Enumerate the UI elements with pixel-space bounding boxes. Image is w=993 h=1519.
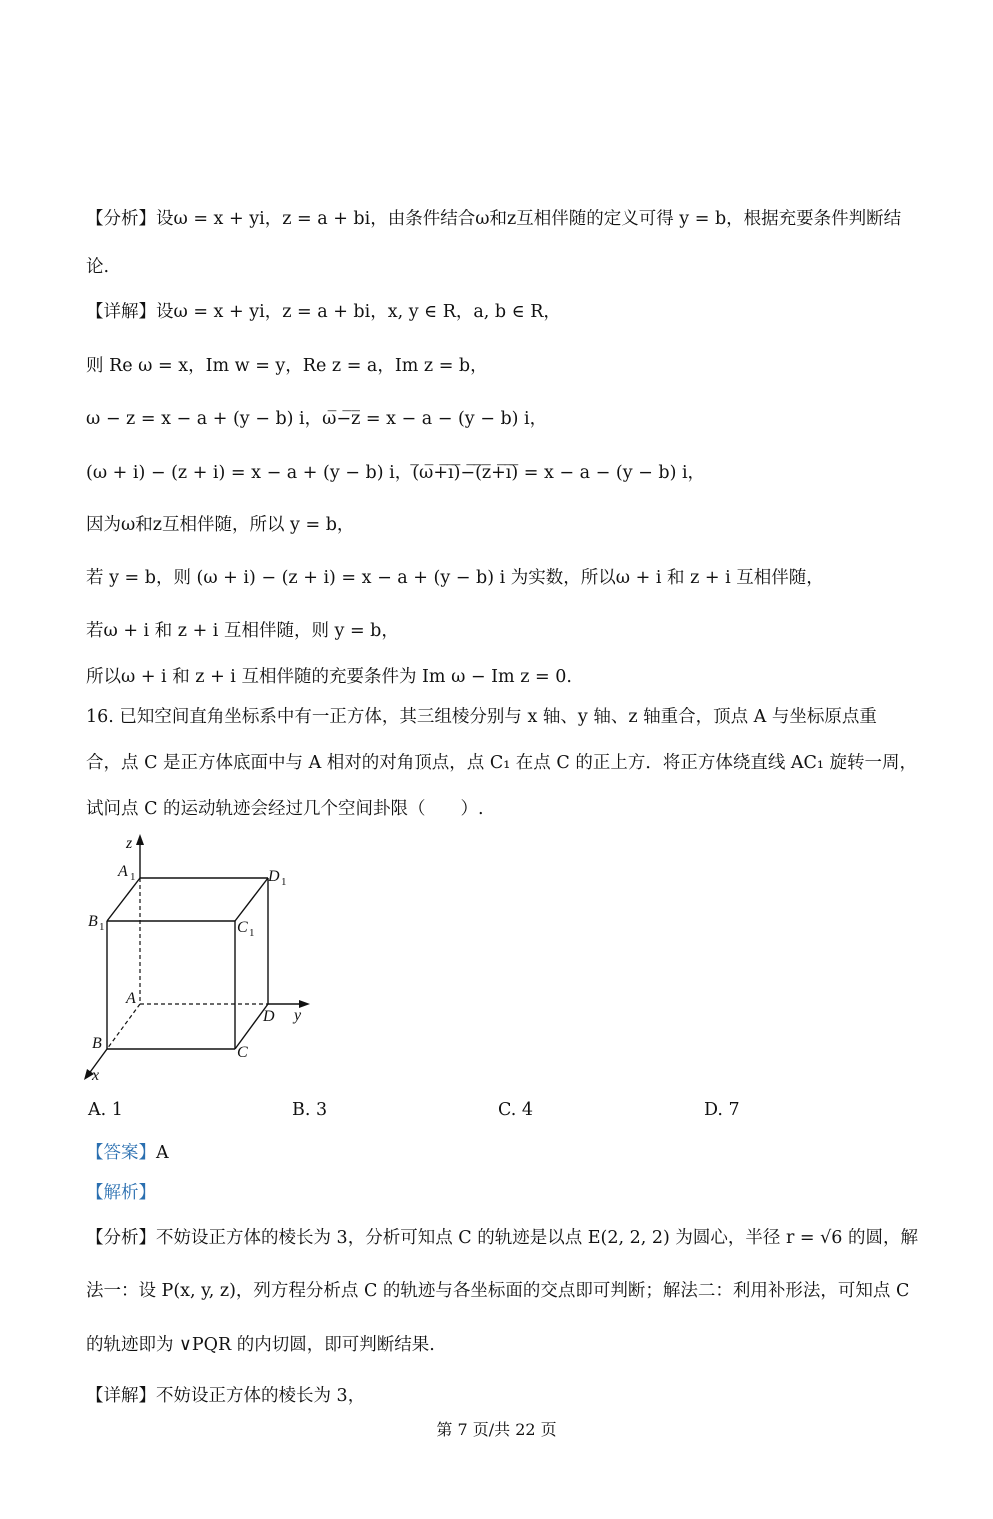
answer-tag: 【答案】 (86, 1143, 156, 1163)
label-B1-sub: 1 (99, 921, 105, 933)
text-line-2: 论. (86, 257, 110, 277)
hidden-edge-AB (107, 1004, 140, 1049)
text-line-10: 所以ω + i 和 z + i 互相伴随的充要条件为 Im ω − Im z = 0. (86, 667, 572, 687)
page-footer: 第 7 页/共 22 页 (436, 1420, 557, 1439)
text-line-5: ω − z = x − a + (y − b) i，ω̅−̅z̅ = x − a − (y − b) i， (86, 409, 548, 429)
question-line-1: 16. 已知空间直角坐标系中有一正方体，其三组棱分别与 x 轴、y 轴、z 轴重合，顶点 A 与坐标原点重 (86, 707, 877, 727)
label-C1-sub: 1 (249, 927, 255, 939)
label-y: y (294, 1007, 302, 1024)
label-C1: C (237, 919, 248, 936)
z-arrow-icon (136, 834, 144, 845)
option-d: D. 7 (704, 1100, 740, 1120)
label-B1: B (88, 913, 98, 930)
question-line-3: 试问点 C 的运动轨迹会经过几个空间卦限（ ）. (86, 799, 484, 819)
text-line-8: 若 y = b，则 (ω + i) − (z + i) = x − a + (y − b) i 为实数，所以ω + i 和 z + i 互相伴随， (86, 568, 824, 588)
answer-value: A (156, 1143, 169, 1163)
analysis-line-1: 【分析】不妨设正方体的棱长为 3，分析可知点 C 的轨迹是以点 E(2, 2, 2) 为圆心，半径 r = √6 的圆，解 (86, 1228, 918, 1248)
detail-line-1: 【详解】不妨设正方体的棱长为 3， (86, 1386, 366, 1406)
answer-line (86, 1141, 169, 1165)
analysis-tag: 【解析】 (86, 1183, 156, 1203)
label-C: C (237, 1044, 248, 1061)
text-line-7: 因为ω和z互相伴随，所以 y = b， (86, 515, 355, 535)
label-z: z (126, 835, 133, 852)
text-line-3: 【详解】设ω = x + yi，z = a + bi，x, y ∈ R，a, b ∈ R， (86, 302, 561, 322)
option-c: C. 4 (498, 1100, 534, 1120)
text-line-9: 若ω + i 和 z + i 互相伴随，则 y = b， (86, 621, 399, 641)
text-line-6: (ω + i) − (z + i) = x − a + (y − b) i，(̅ω̅+̅i̅)̅−̅(̅z̅+̅i̅)̅ = x − a − (y − b) i， (86, 463, 706, 483)
label-D1: D (268, 868, 280, 885)
label-D1-sub: 1 (281, 876, 287, 888)
text-line-4: 则 Re ω = x，Im w = y，Re z = a，Im z = b， (86, 356, 488, 376)
edge-C1D1 (235, 878, 268, 921)
edge-B1A1 (107, 878, 140, 921)
cube-figure (76, 828, 326, 1088)
label-A: A (126, 990, 136, 1007)
analysis-line-3: 的轨迹即为 ∨PQR 的内切圆，即可判断结果. (86, 1335, 435, 1355)
label-D: D (263, 1008, 275, 1025)
label-B: B (92, 1035, 102, 1052)
analysis-line-2: 法一：设 P(x, y, z)，列方程分析点 C 的轨迹与各坐标面的交点即可判断；解法二：利用补形法，可知点 C (86, 1281, 910, 1301)
text-line-1: 【分析】设ω = x + yi，z = a + bi，由条件结合ω和z互相伴随的定义可得 y = b，根据充要条件判断结 (86, 209, 902, 229)
question-line-2: 合，点 C 是正方体底面中与 A 相对的对角顶点，点 C₁ 在点 C 的正上方．将正方体绕直线 AC₁ 旋转一周， (86, 753, 917, 773)
label-A1-sub: 1 (130, 871, 136, 883)
label-A1: A (118, 863, 128, 880)
option-b: B. 3 (292, 1100, 328, 1120)
label-x: x (92, 1067, 100, 1084)
option-a: A. 1 (88, 1100, 123, 1120)
